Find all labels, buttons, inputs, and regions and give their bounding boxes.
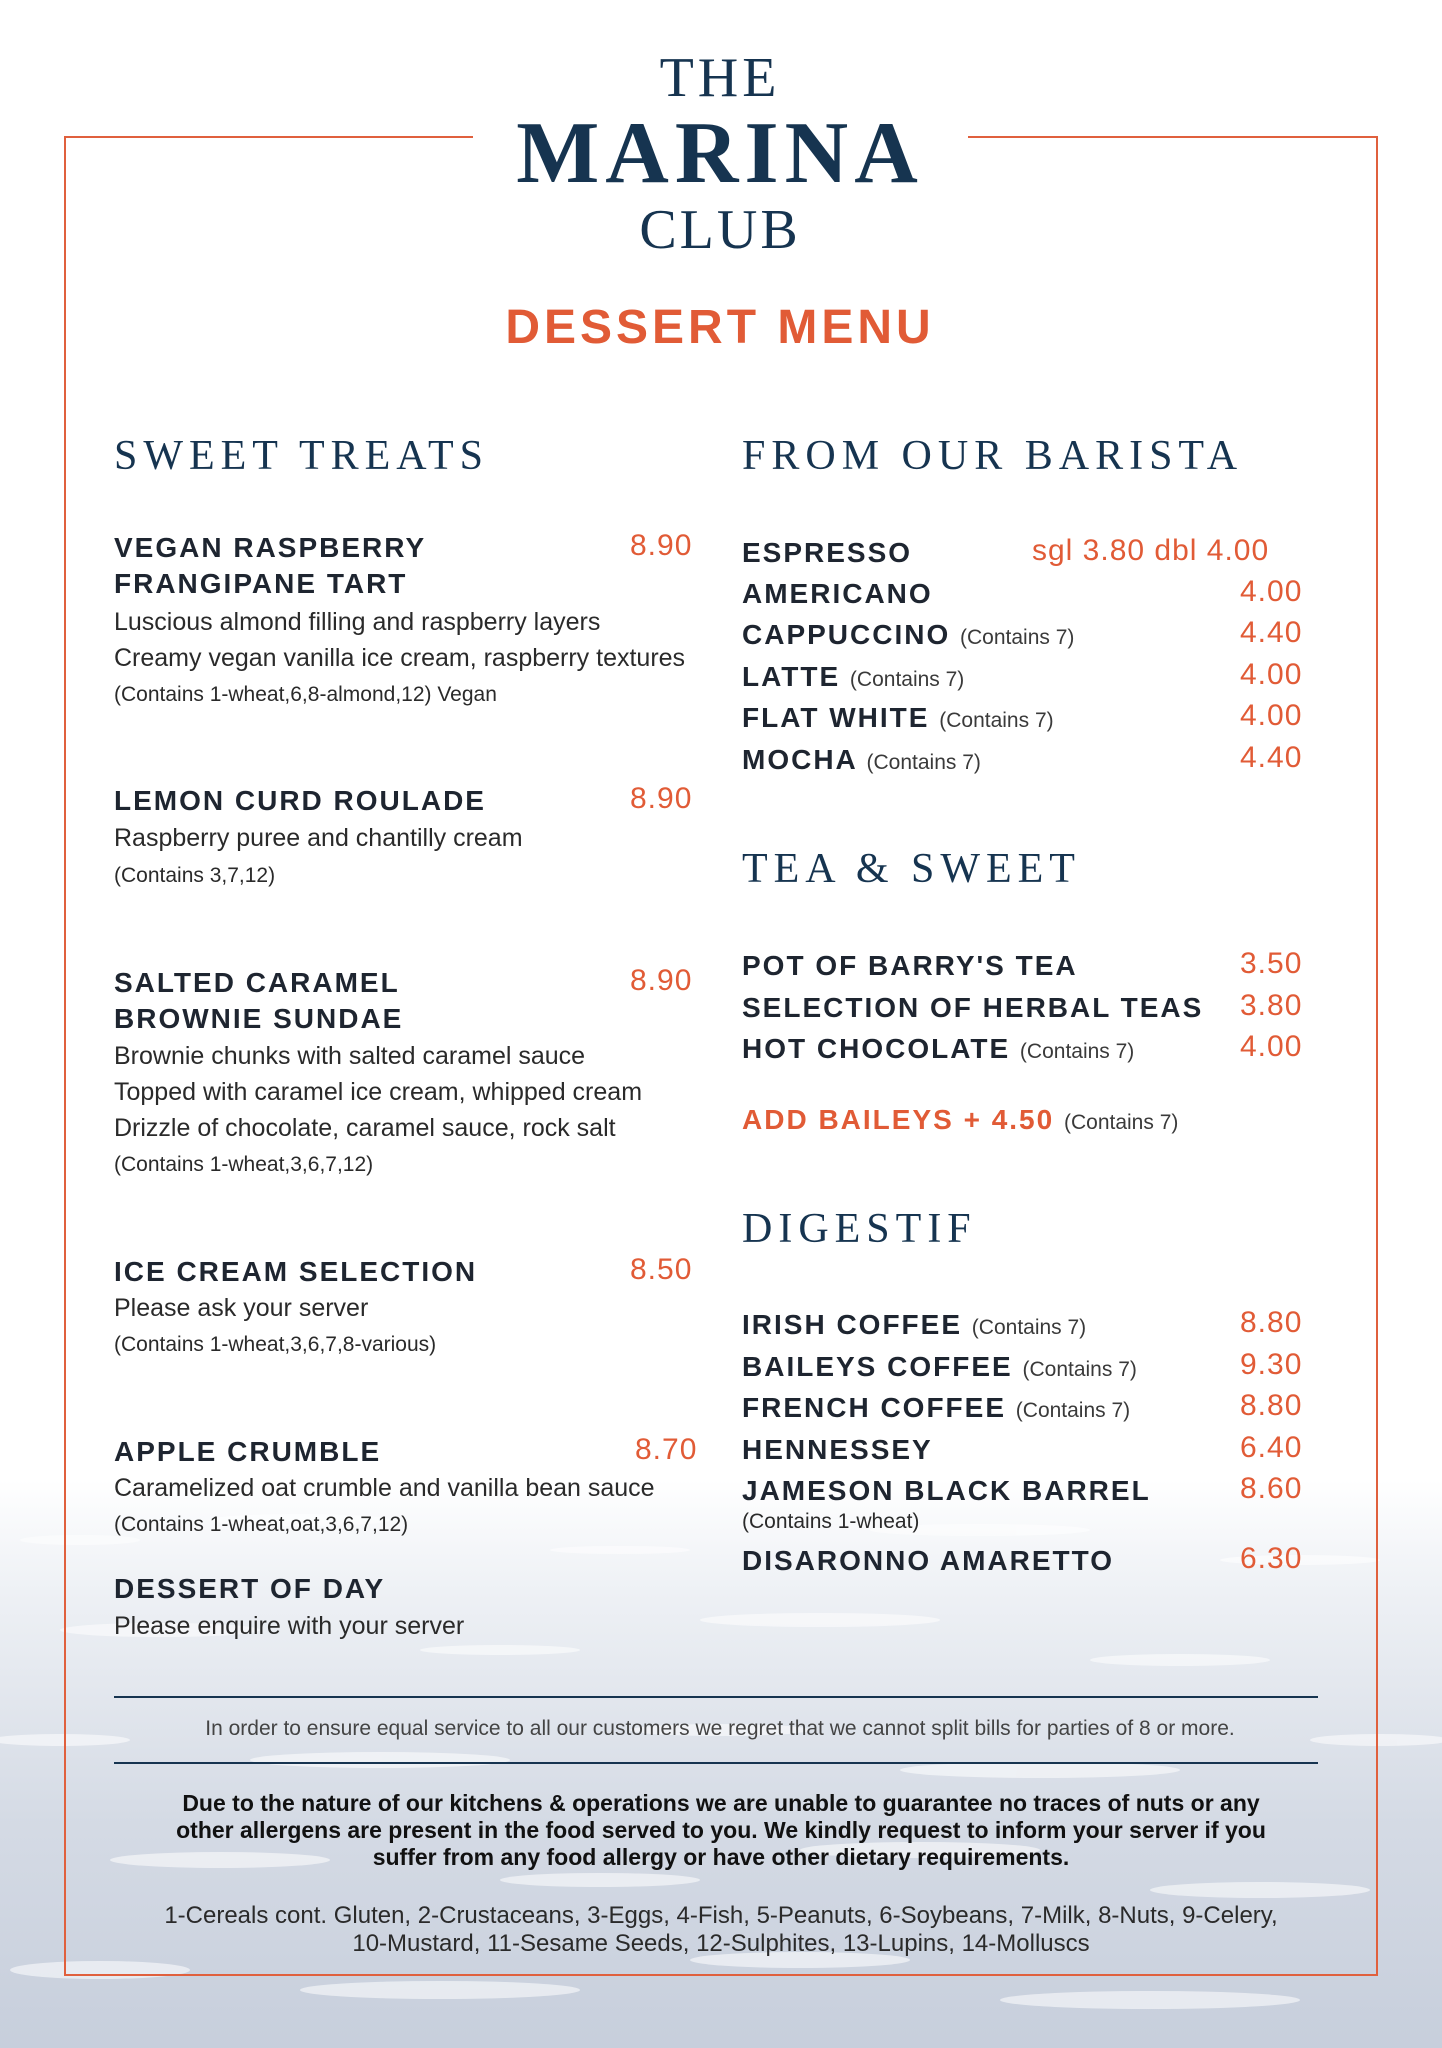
logo <box>460 48 980 260</box>
addon-contains: (Contains 7) <box>1063 1111 1179 1134</box>
item-price: 3.50 <box>1240 947 1303 980</box>
item-name-text: BAILEYS COFFEE <box>742 1351 1013 1382</box>
item-allergens: (Contains 3,7,12) <box>114 864 276 887</box>
item-description: Raspberry puree and chantilly cream <box>114 824 523 852</box>
item-name: VEGAN RASPBERRY <box>114 532 427 563</box>
item-description: Creamy vegan vanilla ice cream, raspberry textures <box>114 644 686 672</box>
item-description: Drizzle of chocolate, caramel sauce, rock salt <box>114 1114 616 1142</box>
item-allergens: (Contains 1-wheat) <box>742 1510 920 1533</box>
item-contains: (Contains 7) <box>866 751 981 774</box>
item-price: 8.90 <box>630 782 693 815</box>
item-name <box>742 700 1054 739</box>
item-price: 8.80 <box>1240 1389 1303 1422</box>
item-name: SALTED CARAMEL <box>114 967 400 998</box>
frame-right-line <box>1376 136 1378 1976</box>
item-name <box>742 1349 1137 1388</box>
item-name <box>742 1307 1086 1346</box>
item-name-text: FLAT WHITE <box>742 702 930 733</box>
item-price: 4.40 <box>1240 741 1303 774</box>
item-contains: (Contains 7) <box>939 709 1054 732</box>
item-contains: (Contains 7) <box>1022 1358 1137 1381</box>
item-name <box>742 742 981 781</box>
allergen-key-line: 10-Mustard, 11-Sesame Seeds, 12-Sulphites, 13-Lupins, 14-Molluscs <box>352 1930 1090 1957</box>
item-description: Caramelized oat crumble and vanilla bean sauce <box>114 1474 655 1502</box>
item-name: POT OF BARRY'S TEA <box>742 950 1078 981</box>
item-name: SELECTION OF HERBAL TEAS <box>742 992 1204 1023</box>
item-name: ESPRESSO <box>742 537 913 568</box>
item-name: APPLE CRUMBLE <box>114 1436 382 1467</box>
item-name: ICE CREAM SELECTION <box>114 1256 478 1287</box>
section-heading-digestif: DIGESTIF <box>742 1206 977 1252</box>
item-name: FRANGIPANE TART <box>114 568 408 599</box>
item-price: 8.90 <box>630 964 693 997</box>
item-contains: (Contains 7) <box>849 668 965 691</box>
item-price: 9.30 <box>1240 1348 1303 1381</box>
footer-divider-bottom <box>114 1762 1318 1764</box>
item-price: 3.80 <box>1240 989 1303 1022</box>
item-name <box>742 1031 1134 1070</box>
item-description: Brownie chunks with salted caramel sauce <box>114 1042 586 1070</box>
item-contains: (Contains 7) <box>1019 1040 1135 1063</box>
item-name-text: HOT CHOCOLATE <box>742 1033 1011 1064</box>
water-ripples-graphic <box>0 1480 1442 2048</box>
item-name: HENNESSEY <box>742 1434 933 1465</box>
item-price: 8.50 <box>630 1253 693 1286</box>
item-name-text: FRENCH COFFEE <box>742 1392 1006 1423</box>
item-name: BROWNIE SUNDAE <box>114 1003 404 1034</box>
item-name: LEMON CURD ROULADE <box>114 785 486 816</box>
item-price: 8.70 <box>635 1433 698 1466</box>
item-name: AMERICANO <box>742 578 933 609</box>
item-allergens: (Contains 1-wheat,oat,3,6,7,12) <box>114 1513 409 1536</box>
logo-marina: MARINA <box>516 105 924 202</box>
section-heading-sweet-treats: SWEET TREATS <box>114 433 489 479</box>
footer-divider-top <box>114 1696 1318 1698</box>
item-name: DISARONNO AMARETTO <box>742 1545 1114 1576</box>
item-name <box>742 659 964 698</box>
allergen-key-line: 1-Cereals cont. Gluten, 2-Crustaceans, 3-Eggs, 4-Fish, 5-Peanuts, 6-Soybeans, 7-Milk, 8-Nuts, 9-Celery, <box>164 1902 1278 1929</box>
item-name-text: LATTE <box>742 661 841 692</box>
item-allergens: (Contains 1-wheat,3,6,7,8-various) <box>114 1333 437 1356</box>
addon-baileys <box>742 1102 1178 1141</box>
item-name-text: MOCHA <box>742 744 857 775</box>
item-price: 4.00 <box>1240 658 1303 691</box>
item-name <box>742 617 1074 656</box>
item-contains: (Contains 7) <box>1015 1399 1131 1422</box>
bill-split-note: In order to ensure equal service to all our customers we regret that we cannot split bills for parties of 8 or more. <box>205 1717 1235 1740</box>
logo-the: THE <box>659 47 781 109</box>
frame-top-left-line <box>64 136 473 138</box>
frame-bottom-line <box>64 1974 1378 1976</box>
item-price: sgl 3.80 dbl 4.00 <box>1032 534 1270 567</box>
logo-club: CLUB <box>639 199 801 261</box>
item-price: 8.90 <box>630 529 693 562</box>
item-price: 6.30 <box>1240 1542 1303 1575</box>
frame-left-line <box>64 136 66 1976</box>
frame-top-right-line <box>968 136 1378 138</box>
item-price: 4.00 <box>1240 699 1303 732</box>
section-heading-barista: FROM OUR BARISTA <box>742 433 1244 479</box>
page-title: DESSERT MENU <box>505 301 935 354</box>
item-description: Please enquire with your server <box>114 1612 465 1640</box>
item-description: Please ask your server <box>114 1294 369 1322</box>
addon-text: ADD BAILEYS + 4.50 <box>742 1104 1055 1135</box>
item-name: JAMESON BLACK BARREL <box>742 1475 1151 1506</box>
item-contains: (Contains 7) <box>960 626 1075 649</box>
item-price: 4.00 <box>1240 1030 1303 1063</box>
item-price: 4.00 <box>1240 575 1303 608</box>
allergen-warning-line: other allergens are present in the food served to you. We kindly request to inform your server if you <box>176 1817 1266 1843</box>
item-allergens: (Contains 1-wheat,3,6,7,12) <box>114 1153 374 1176</box>
item-name-text: IRISH COFFEE <box>742 1309 963 1340</box>
item-price: 6.40 <box>1240 1431 1303 1464</box>
item-price: 8.80 <box>1240 1306 1303 1339</box>
item-allergens: (Contains 1-wheat,6,8-almond,12) Vegan <box>114 683 497 706</box>
allergen-warning-line: Due to the nature of our kitchens & operations we are unable to guarantee no traces of nuts or any <box>182 1790 1260 1816</box>
item-name <box>742 1390 1130 1429</box>
allergen-warning-line: suffer from any food allergy or have other dietary requirements. <box>372 1844 1070 1870</box>
item-price: 4.40 <box>1240 616 1303 649</box>
item-description: Luscious almond filling and raspberry layers <box>114 608 601 636</box>
item-price: 8.60 <box>1240 1472 1303 1505</box>
item-name: DESSERT OF DAY <box>114 1573 386 1604</box>
item-contains: (Contains 7) <box>971 1316 1087 1339</box>
water-texture-background <box>0 1480 1442 2048</box>
item-name-text: CAPPUCCINO <box>742 619 951 650</box>
section-heading-tea: TEA & SWEET <box>742 846 1081 892</box>
item-description: Topped with caramel ice cream, whipped cream <box>114 1078 643 1106</box>
